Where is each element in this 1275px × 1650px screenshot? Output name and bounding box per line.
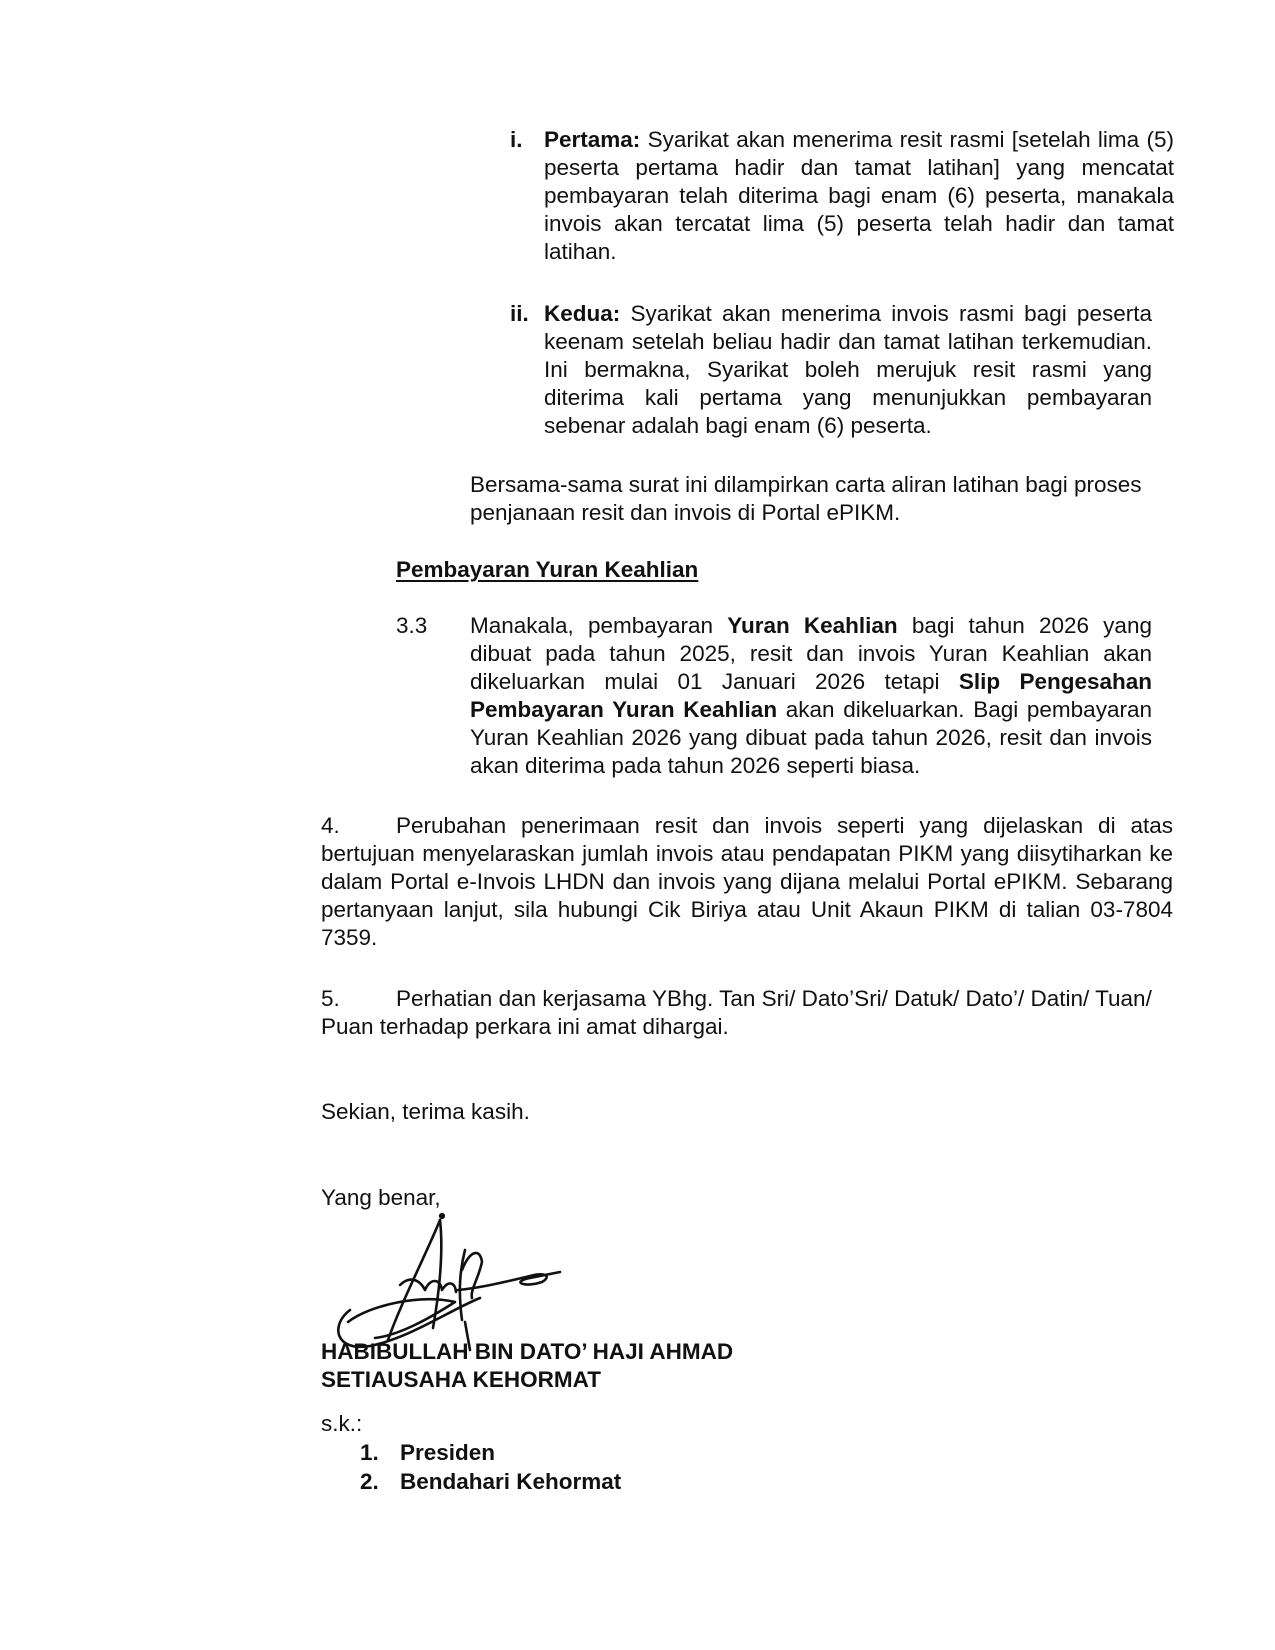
list-numeral: i. <box>510 127 523 152</box>
cc-list-item <box>360 1468 621 1496</box>
paragraph-text: Perubahan penerimaan resit dan invois seperti yang dijelaskan di atas bertujuan menyelaraskan jumlah invois atau pendapatan PIKM yang diisytiharkan ke dalam Portal e-Invois LHDN dan invois yang dijana melalui Portal ePIKM. Sebarang pertanyaan lanjut, sila hubungi Cik Biriya atau Unit Akaun PIKM di talian 03-7804 7359. <box>321 813 1173 950</box>
signatory-title: SETIAUSAHA KEHORMAT <box>321 1367 601 1392</box>
text-run: Manakala, pembayaran <box>470 613 714 638</box>
bold-run: Yuran Keahlian <box>727 613 898 638</box>
text-run: bagi tahun 2026 yang dibuat pada tahun 2025, resit dan invois Yuran Keahlian akan dikeluarkan mulai 01 Januari 2026 tetapi <box>470 613 1152 694</box>
text-run: akan dikeluarkan. Bagi pembayaran Yuran Keahlian 2026 yang dibuat pada tahun 2026, resit dan invois akan diterima pada tahun 2026 seperti biasa. <box>470 697 1152 778</box>
signature-image <box>330 1210 570 1355</box>
paragraph-number: 4. <box>321 813 340 838</box>
closing-text: Sekian, terima kasih. <box>321 1099 530 1124</box>
paragraph-number: 3.3 <box>396 613 428 638</box>
signatory-name: HABIBULLAH BIN DATO’ HAJI AHMAD <box>321 1339 734 1364</box>
cc-label: s.k.: <box>321 1411 363 1436</box>
bold-run: Slip Pengesahan Pembayaran Yuran Keahlian <box>470 669 1152 722</box>
salutation: Yang benar, <box>321 1185 441 1210</box>
paragraph-number: 5. <box>321 986 340 1011</box>
list-item-label: Pertama: <box>544 127 641 152</box>
cc-number: 1. <box>360 1440 379 1465</box>
attachment-note: Bersama-sama surat ini dilampirkan carta aliran latihan bagi proses penjanaan resit dan invois di Portal ePIKM. <box>470 472 1142 525</box>
paragraph-5 <box>321 985 1173 1041</box>
list-numeral: ii. <box>510 301 529 326</box>
list-item-body: Syarikat akan menerima resit rasmi [setelah lima (5) peserta pertama hadir dan tamat latihan] yang mencatat pembayaran telah diterima bagi enam (6) peserta, manakala invois akan tercatat lima (5) peserta telah hadir dan tamat latihan. <box>544 127 1174 264</box>
cc-number: 2. <box>360 1469 379 1494</box>
cc-name: Bendahari Kehormat <box>400 1469 622 1494</box>
section-heading: Pembayaran Yuran Keahlian <box>396 557 699 582</box>
list-item-body: Syarikat akan menerima invois rasmi bagi peserta keenam setelah beliau hadir dan tamat latihan terkemudian. Ini bermakna, Syarikat boleh merujuk resit rasmi yang diterima kali pertama yang menunjukkan pembayaran sebenar adalah bagi enam (6) peserta. <box>544 301 1152 438</box>
paragraph-text: Perhatian dan kerjasama YBhg. Tan Sri/ Dato’Sri/ Datuk/ Dato’/ Datin/ Tuan/ Puan terhadap perkara ini amat dihargai. <box>321 986 1152 1039</box>
cc-name: Presiden <box>400 1440 496 1465</box>
paragraph-4 <box>321 812 1173 952</box>
list-item-text <box>544 300 1152 440</box>
list-item-label: Kedua: <box>544 301 621 326</box>
paragraph-text <box>470 612 1152 780</box>
cc-list-item <box>360 1439 495 1467</box>
list-item-text <box>544 126 1174 266</box>
